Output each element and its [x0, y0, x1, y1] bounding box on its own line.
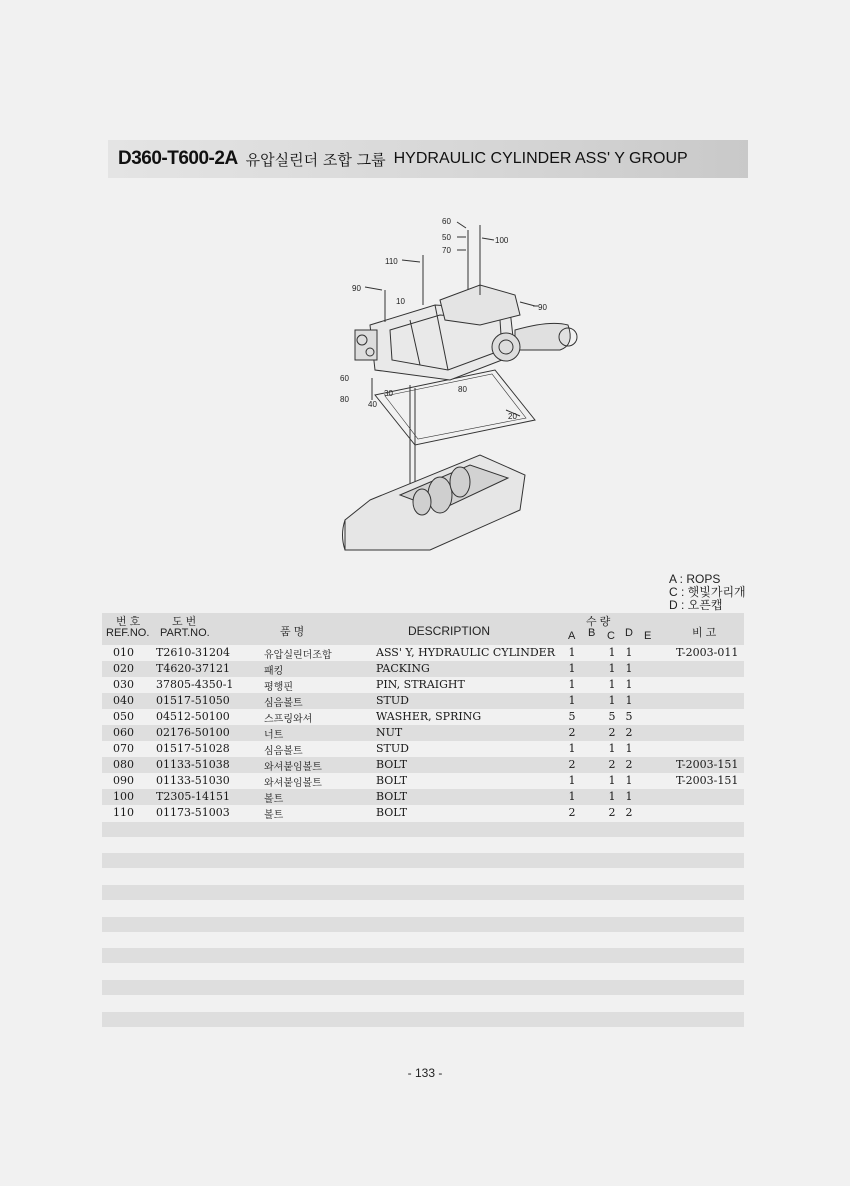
callout-110: 110 [385, 257, 398, 266]
header-part-ko: 도 번 [172, 616, 197, 628]
table-row [102, 773, 744, 789]
empty-row [102, 853, 744, 868]
part-name-ko-cell: 스프링와셔 [264, 714, 313, 725]
header-ref-en: REF.NO. [106, 627, 150, 639]
group-title-english: HYDRAULIC CYLINDER ASS' Y GROUP [393, 150, 688, 167]
part-name-ko-cell: 와셔붙임볼트 [264, 778, 322, 789]
group-title-korean: 유압실린더 조합 그룹 [245, 150, 386, 169]
table-row [102, 741, 744, 757]
table-row [102, 789, 744, 805]
qty-a-cell: 1 [568, 694, 576, 707]
qty-a-cell: 1 [568, 774, 576, 787]
qty-a-cell: 1 [568, 790, 576, 803]
empty-row [102, 948, 744, 963]
header-qty-e: E [644, 630, 652, 642]
callout-70: 70 [442, 246, 451, 255]
qty-c-cell: 1 [608, 790, 616, 803]
ref-no-cell: 010 [113, 646, 134, 659]
qty-a-cell: 2 [568, 726, 576, 739]
table-row [102, 725, 744, 741]
qty-c-cell: 2 [608, 758, 616, 771]
callout-90-right: 90 [538, 303, 547, 312]
header-ref-ko: 번 호 [116, 616, 141, 628]
part-name-ko-cell: 패킹 [264, 666, 284, 677]
callout-80-right: 80 [458, 385, 467, 394]
ref-no-cell: 020 [113, 662, 134, 675]
qty-a-cell: 2 [568, 758, 576, 771]
qty-c-cell: 1 [608, 742, 616, 755]
header-part-en: PART.NO. [160, 627, 210, 639]
table-row [102, 757, 744, 773]
table-row [102, 677, 744, 693]
header-description: DESCRIPTION [408, 624, 491, 638]
qty-d-cell: 2 [625, 806, 633, 819]
part-no-cell: 01517-51028 [156, 742, 230, 755]
gasket-outline [375, 370, 535, 445]
table-row [102, 709, 744, 725]
ref-no-cell: 030 [113, 678, 134, 691]
legend-item-a: A : ROPS [669, 572, 721, 586]
part-no-cell: 01133-51038 [156, 758, 230, 771]
qty-a-cell: 1 [568, 742, 576, 755]
description-cell: BOLT [376, 806, 408, 819]
header-qty-ko: 수 량 [586, 616, 611, 628]
qty-c-cell: 5 [608, 710, 616, 723]
description-cell: PACKING [376, 662, 430, 675]
qty-a-cell: 1 [568, 662, 576, 675]
qty-d-cell: 1 [625, 678, 633, 691]
description-cell: BOLT [376, 774, 408, 787]
ref-no-cell: 090 [113, 774, 134, 787]
qty-d-cell: 1 [625, 646, 633, 659]
qty-a-cell: 5 [568, 710, 576, 723]
qty-a-cell: 1 [568, 678, 576, 691]
model-legend [669, 573, 746, 612]
qty-c-cell: 1 [608, 774, 616, 787]
part-name-ko-cell: 볼트 [264, 810, 284, 821]
callout-100: 100 [495, 236, 509, 245]
callout-60-top: 60 [442, 217, 451, 226]
qty-d-cell: 2 [625, 726, 633, 739]
qty-c-cell: 2 [608, 806, 616, 819]
part-no-cell: T4620-37121 [156, 662, 231, 675]
qty-c-cell: 1 [608, 678, 616, 691]
part-name-ko-cell: 심음볼트 [264, 746, 303, 757]
ref-no-cell: 070 [113, 742, 134, 755]
callout-20: 20 [508, 412, 517, 421]
page-number: - 133 - [407, 1066, 443, 1080]
callout-50: 50 [442, 233, 451, 242]
part-name-ko-cell: 너트 [264, 730, 284, 741]
group-code: D360-T600-2A [118, 148, 238, 169]
part-name-ko-cell: 와셔붙임볼트 [264, 762, 322, 773]
callout-60-bottom: 60 [340, 374, 349, 383]
description-cell: BOLT [376, 758, 408, 771]
part-no-cell: T2305-14151 [156, 790, 231, 803]
empty-row [102, 917, 744, 932]
qty-a-cell: 2 [568, 806, 576, 819]
description-cell: STUD [376, 694, 409, 707]
remarks-cell: T-2003-151 [676, 758, 739, 771]
parts-table [102, 613, 744, 821]
remarks-cell: T-2003-011 [676, 646, 739, 659]
part-name-ko-cell: 볼트 [264, 794, 284, 805]
qty-d-cell: 1 [625, 790, 633, 803]
qty-d-cell: 1 [625, 662, 633, 675]
header-qty-a: A [568, 630, 576, 642]
callout-10: 10 [396, 297, 405, 306]
part-name-ko-cell: 심음볼트 [264, 698, 303, 709]
header-remarks-ko: 비 고 [692, 627, 717, 639]
description-cell: PIN, STRAIGHT [376, 678, 465, 691]
part-name-ko-cell: 유압실린더조합 [264, 650, 332, 661]
table-row [102, 805, 744, 821]
header-qty-d: D [625, 627, 633, 639]
ref-no-cell: 080 [113, 758, 134, 771]
part-no-cell: 01173-51003 [156, 806, 230, 819]
header-qty-c: C [607, 630, 615, 642]
ref-no-cell: 100 [113, 790, 134, 803]
qty-c-cell: 2 [608, 726, 616, 739]
ref-no-cell: 110 [113, 806, 134, 819]
description-cell: NUT [376, 726, 403, 739]
part-name-ko-cell: 평행핀 [264, 682, 293, 693]
header-name-ko: 품 명 [280, 626, 305, 638]
part-no-cell: 01133-51030 [156, 774, 230, 787]
qty-a-cell: 1 [568, 646, 576, 659]
empty-row [102, 885, 744, 900]
part-no-cell: 04512-50100 [156, 710, 230, 723]
description-cell: WASHER, SPRING [376, 710, 482, 723]
table-row [102, 693, 744, 709]
qty-c-cell: 1 [608, 646, 616, 659]
empty-row [102, 1012, 744, 1027]
description-cell: ASS' Y, HYDRAULIC CYLINDER [376, 646, 555, 659]
header-qty-b: B [588, 627, 596, 639]
qty-c-cell: 1 [608, 662, 616, 675]
part-no-cell: 02176-50100 [156, 726, 230, 739]
empty-row [102, 980, 744, 995]
ref-no-cell: 060 [113, 726, 134, 739]
qty-d-cell: 5 [625, 710, 633, 723]
empty-row [102, 822, 744, 837]
part-no-cell: T2610-31204 [156, 646, 231, 659]
legend-item-c: C : 햇빛가리개 [669, 585, 746, 599]
exploded-parts-diagram [330, 210, 600, 555]
qty-d-cell: 1 [625, 694, 633, 707]
table-body [102, 645, 744, 821]
qty-c-cell: 1 [608, 694, 616, 707]
title-bar [108, 140, 748, 178]
part-no-cell: 37805-4350-1 [156, 678, 234, 691]
callout-30: 30 [384, 389, 393, 398]
part-no-cell: 01517-51050 [156, 694, 230, 707]
description-cell: BOLT [376, 790, 408, 803]
callout-90-left: 90 [352, 284, 361, 293]
legend-item-d: D : 오픈캡 [669, 598, 723, 612]
callout-80-left: 80 [340, 395, 349, 404]
table-row [102, 661, 744, 677]
table-row [102, 645, 744, 661]
ref-no-cell: 040 [113, 694, 134, 707]
callout-40: 40 [368, 400, 377, 409]
ref-no-cell: 050 [113, 710, 134, 723]
remarks-cell: T-2003-151 [676, 774, 739, 787]
table-header [102, 613, 744, 645]
qty-d-cell: 1 [625, 774, 633, 787]
description-cell: STUD [376, 742, 409, 755]
qty-d-cell: 2 [625, 758, 633, 771]
diagram-drawing [330, 210, 600, 555]
qty-d-cell: 1 [625, 742, 633, 755]
